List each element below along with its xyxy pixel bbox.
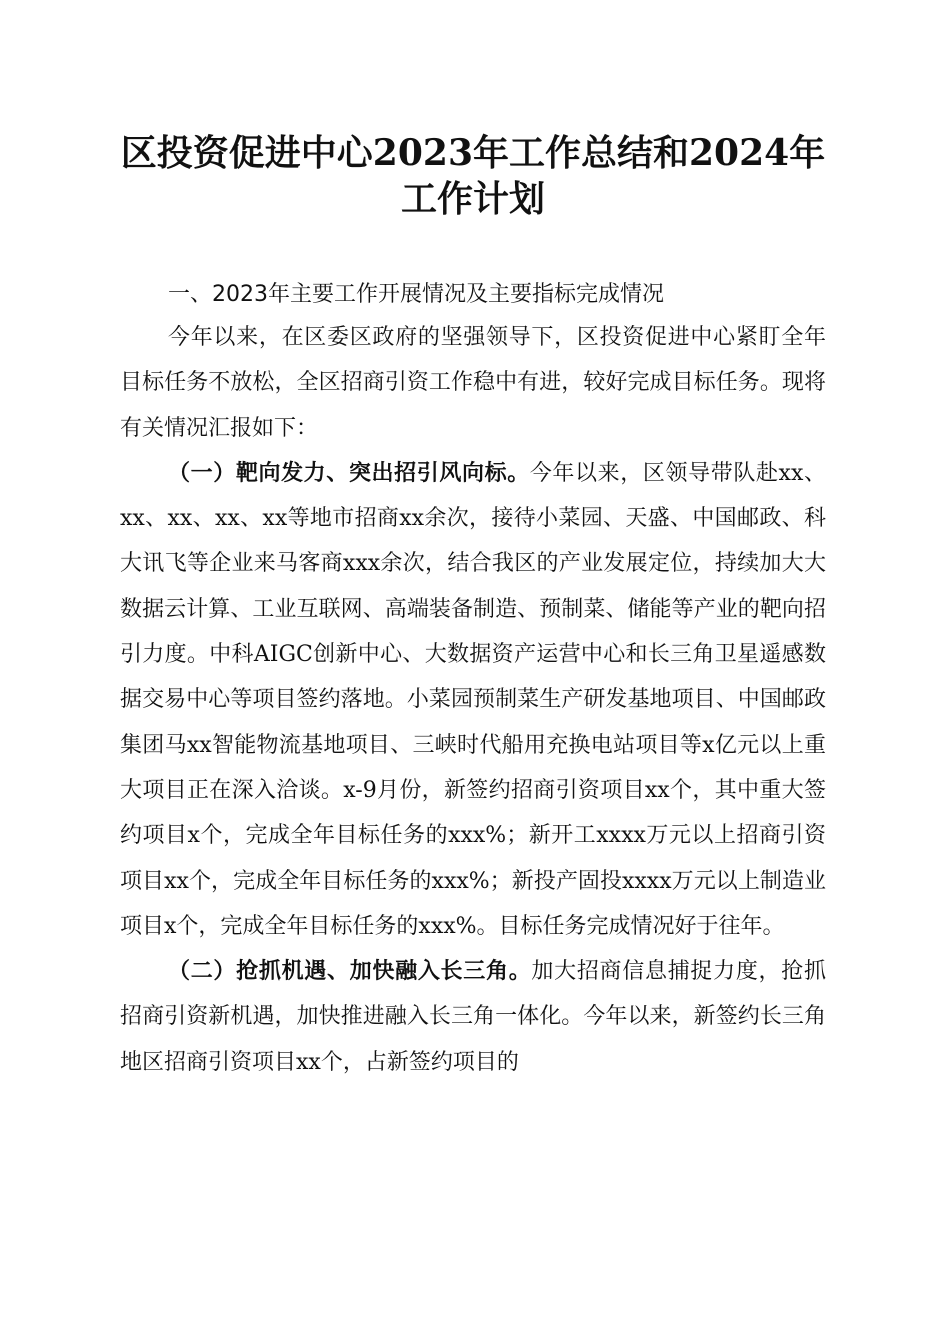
document-page — [120, 130, 826, 1085]
item-2-body: 加大招商信息捕捉力度，抢抓招商引资新机遇，加快推进融入长三角一体化。今年以来，新签约长三角地区招商引资项目xx个，占新签约项目的 — [120, 959, 826, 1075]
paragraph-item-1 — [120, 451, 826, 949]
item-1-body: 今年以来，区领导带队赴xx、xx、xx、xx、xx等地市招商xx余次，接待小菜园、天盛、中国邮政、科大讯飞等企业来马客商xxx余次，结合我区的产业发展定位，持续加大大数据云计算、工业互联网、高端装备制造、预制菜、储能等产业的靶向招引力度。中科AIGC创新中心、大数据资产运营中心和长三角卫星遥感数据交易中心等项目签约落地。小菜园预制菜生产研发基地项目、中国邮政集团马xx智能物流基地项目、三峡时代船用充换电站项目等x亿元以上重大项目正在深入洽谈。x-9月份，新签约招商引资项目xx个，其中重大签约项目x个，完成全年目标任务的xxx%；新开工xxxx万元以上招商引资项目xx个，完成全年目标任务的xxx%；新投产固投xxxx万元以上制造业项目x个，完成全年目标任务的xxx%。目标任务完成情况好于往年。 — [120, 460, 826, 939]
item-1-lead: （一）靶向发力、突出招引风向标。 — [168, 459, 530, 486]
section-heading: 一、2023年主要工作开展情况及主要指标完成情况 — [168, 282, 664, 307]
paragraph-item-2 — [120, 949, 826, 1085]
item-2-lead: （二）抢抓机遇、加快融入长三角。 — [168, 958, 532, 985]
intro-paragraph: 今年以来，在区委区政府的坚强领导下，区投资促进中心紧盯全年目标任务不放松，全区招商引资工作稳中有进，较好完成目标任务。现将有关情况汇报如下： — [120, 325, 826, 441]
document-title: 区投资促进中心2023年工作总结和2024年工作计划 — [120, 132, 826, 220]
